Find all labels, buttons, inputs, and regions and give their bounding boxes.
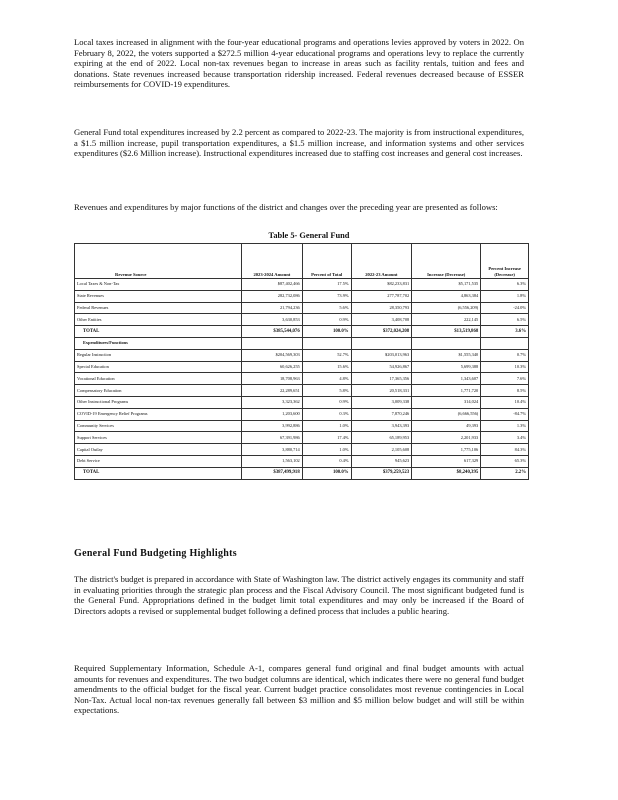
table-cell: 49,393 <box>412 420 481 432</box>
table-cell: 0.7% <box>481 349 529 361</box>
header-increase: Increase (Decrease) <box>412 244 481 279</box>
table-cell: 3,992,886 <box>242 420 303 432</box>
table-row <box>75 373 529 385</box>
table-cell: 22,289,651 <box>242 385 303 397</box>
table-cell: 1.3% <box>481 420 529 432</box>
table-row <box>75 444 529 456</box>
section-heading: General Fund Budgeting Highlights <box>74 548 237 559</box>
table-cell: -84.7% <box>481 408 529 420</box>
table-row <box>75 385 529 397</box>
table-cell: 0.9% <box>302 396 351 408</box>
table-cell: Other Instructional Programs <box>75 396 242 408</box>
table-row <box>75 361 529 373</box>
table-cell: 15.6% <box>302 361 351 373</box>
table-cell: 17.4% <box>302 432 351 444</box>
cell: 3.6% <box>481 326 529 338</box>
table-cell: $203,013,963 <box>351 349 412 361</box>
table-cell: 21,794,236 <box>242 302 303 314</box>
table-cell: 3.4% <box>481 432 529 444</box>
cell: $387,499,918 <box>242 467 303 479</box>
table-cell: 7.6% <box>481 373 529 385</box>
table-cell: 17,365,356 <box>351 373 412 385</box>
table-cell: 1.0% <box>302 444 351 456</box>
cell: 100.0% <box>302 467 351 479</box>
cell: $372,024,208 <box>351 326 412 338</box>
table-cell: 3,408,708 <box>351 314 412 326</box>
table-header-row <box>75 244 529 279</box>
table-row <box>75 420 529 432</box>
table-cell: 28,350,793 <box>351 302 412 314</box>
revenue-rows <box>75 279 529 326</box>
table-cell: Other Entities <box>75 314 242 326</box>
expenditure-rows <box>75 349 529 467</box>
table-row <box>75 290 529 302</box>
table-cell: 3,630,853 <box>242 314 303 326</box>
table-cell: $5,171,535 <box>412 279 481 291</box>
table-cell: 65.3% <box>481 455 529 467</box>
table-cell: 7,870,246 <box>351 408 412 420</box>
header-revenue-source: Revenue Source <box>75 244 242 279</box>
table-cell: 3,880,714 <box>242 444 303 456</box>
table-cell: State Revenues <box>75 290 242 302</box>
table-cell: 1,775,106 <box>412 444 481 456</box>
table-row <box>75 396 529 408</box>
table-cell: 6.3% <box>481 279 529 291</box>
header-2022-23-amount: 2022-23 Amount <box>351 244 412 279</box>
cell: $13,519,868 <box>412 326 481 338</box>
table-cell: -24.0% <box>481 302 529 314</box>
table-cell: 1,203,600 <box>242 408 303 420</box>
table-row <box>75 349 529 361</box>
header-percent-total: Percent of Total <box>302 244 351 279</box>
table-cell: 1,563,102 <box>242 455 303 467</box>
table-cell: Support Services <box>75 432 242 444</box>
paragraph-budget-process: The district's budget is prepared in accordance with State of Washington law. The district actively engages its community and staff in evaluating priorities through the strategic plan process and the Fiscal Advisory Council. The most significant budgeted fund is the General Fund. Appropriations defined in the budget limit total expenditures and may only be increased if the Board of Directors adopts a revised or supplemental budget following a defined process that includes a public hearing. <box>74 574 524 616</box>
table-row <box>75 279 529 291</box>
table-cell: 52.7% <box>302 349 351 361</box>
table-cell: (6,666,556) <box>412 408 481 420</box>
general-fund-table <box>74 243 529 480</box>
table-cell: 617,329 <box>412 455 481 467</box>
cell: $8,240,395 <box>412 467 481 479</box>
cell: TOTAL <box>75 467 242 479</box>
table-cell: 1,771,720 <box>412 385 481 397</box>
table-cell: 5,699,388 <box>412 361 481 373</box>
table-cell: 314,024 <box>412 396 481 408</box>
table-cell: 222,145 <box>412 314 481 326</box>
table-cell: 0.3% <box>302 408 351 420</box>
paragraph-supplementary-info: Required Supplementary Information, Schedule A-1, compares general fund original and final budget amounts with actual amounts for revenues and expenditures. The two budget columns are identical, which indicates there were no general fund budget amendments to the official budget for the fiscal year. Current budget practice consolidates most revenue contingencies in Local Non-Tax. Actual local non-tax revenues generally fall between $3 million and $5 million below budget and will still be within expectations. <box>74 663 524 716</box>
table-cell: 8.5% <box>481 385 529 397</box>
cell: $385,544,076 <box>242 326 303 338</box>
revenue-total-row <box>75 326 529 338</box>
table-cell: $1,555,340 <box>412 349 481 361</box>
table-cell: 17.5% <box>302 279 351 291</box>
table-cell: Community Services <box>75 420 242 432</box>
table-cell: 277,787,702 <box>351 290 412 302</box>
table-caption: Table 5- General Fund <box>268 231 350 240</box>
table-cell: 3,943,393 <box>351 420 412 432</box>
expenditure-heading: Expenditures/Functions <box>75 337 242 349</box>
table-row <box>75 455 529 467</box>
table-cell: 1.8% <box>481 290 529 302</box>
table-cell: (6,556,209) <box>412 302 481 314</box>
cell: 100.0% <box>302 326 351 338</box>
table-cell: Vocational Education <box>75 373 242 385</box>
table-cell: 18,708,963 <box>242 373 303 385</box>
table-cell: Regular Instruction <box>75 349 242 361</box>
header-2023-24-amount: 2023-2024 Amount <box>242 244 303 279</box>
table-cell: 1,343,607 <box>412 373 481 385</box>
table-cell: 282,732,086 <box>242 290 303 302</box>
table-cell: 2,201,933 <box>412 432 481 444</box>
table-cell: 5.6% <box>302 302 351 314</box>
table-cell: 6.5% <box>481 314 529 326</box>
table-row <box>75 432 529 444</box>
table-cell: COVID-19 Emergency Relief Programs <box>75 408 242 420</box>
table-row <box>75 302 529 314</box>
table-cell: 1.0% <box>302 420 351 432</box>
table-cell: 10.3% <box>481 361 529 373</box>
table-cell: 4.8% <box>302 373 351 385</box>
table-cell: 4,863,384 <box>412 290 481 302</box>
table-cell: Debt Service <box>75 455 242 467</box>
table-cell: 10.4% <box>481 396 529 408</box>
table-row <box>75 408 529 420</box>
table-cell: 65,189,953 <box>351 432 412 444</box>
table-cell: 84.3% <box>481 444 529 456</box>
table-cell: $204,569,303 <box>242 349 303 361</box>
table-cell: 5.8% <box>302 385 351 397</box>
table-cell: 945,623 <box>351 455 412 467</box>
paragraph-intro-table: Revenues and expenditures by major functions of the district and changes over the preceding year are presented as follows: <box>74 202 498 212</box>
table-cell: 20,518,331 <box>351 385 412 397</box>
table-cell: Capital Outlay <box>75 444 242 456</box>
table-cell: 0.4% <box>302 455 351 467</box>
table-cell: 3,009,338 <box>351 396 412 408</box>
table-cell: 0.9% <box>302 314 351 326</box>
table-cell: $87,402,466 <box>242 279 303 291</box>
expenditure-heading-row <box>75 337 529 349</box>
table-cell: Local Taxes & Non-Tax <box>75 279 242 291</box>
table-cell: 73.9% <box>302 290 351 302</box>
table-cell: Federal Revenues <box>75 302 242 314</box>
table-cell: 2,105,608 <box>351 444 412 456</box>
table-cell: 3,323,362 <box>242 396 303 408</box>
table-row <box>75 314 529 326</box>
table-cell: 67,391,986 <box>242 432 303 444</box>
cell: 2.2% <box>481 467 529 479</box>
paragraph-revenues: Local taxes increased in alignment with the four-year educational programs and operations levies approved by voters in 2022. On February 8, 2022, the voters supported a $272.5 million 4-year educational programs and operations levy to replace the currently expiring at the end of 2022. Local non-tax revenues began to increase in areas such as facility rentals, tuition and fees and donations. State revenues increased because transportation ridership increased. Federal revenues decreased because of ESSER reimbursements for COVID-19 expenditures. <box>74 37 524 90</box>
table-cell: 60,626,255 <box>242 361 303 373</box>
expenditure-total-row <box>75 467 529 479</box>
header-percent-increase: Percent Increase (Decrease) <box>481 244 529 279</box>
cell: $379,259,523 <box>351 467 412 479</box>
paragraph-expenditures: General Fund total expenditures increased by 2.2 percent as compared to 2022-23. The majority is from instructional expenditures, a $1.5 million increase, pupil transportation expenditures, a $1.5 million increase, and information systems and other services expenditures ($2.6 Million increase). Instructional expenditures increased due to staffing cost increases and general cost increases. <box>74 127 524 159</box>
table-cell: Compensatory Education <box>75 385 242 397</box>
cell: TOTAL <box>75 326 242 338</box>
table-cell: 54,926,867 <box>351 361 412 373</box>
table-cell: Special Education <box>75 361 242 373</box>
table-cell: $82,233,831 <box>351 279 412 291</box>
